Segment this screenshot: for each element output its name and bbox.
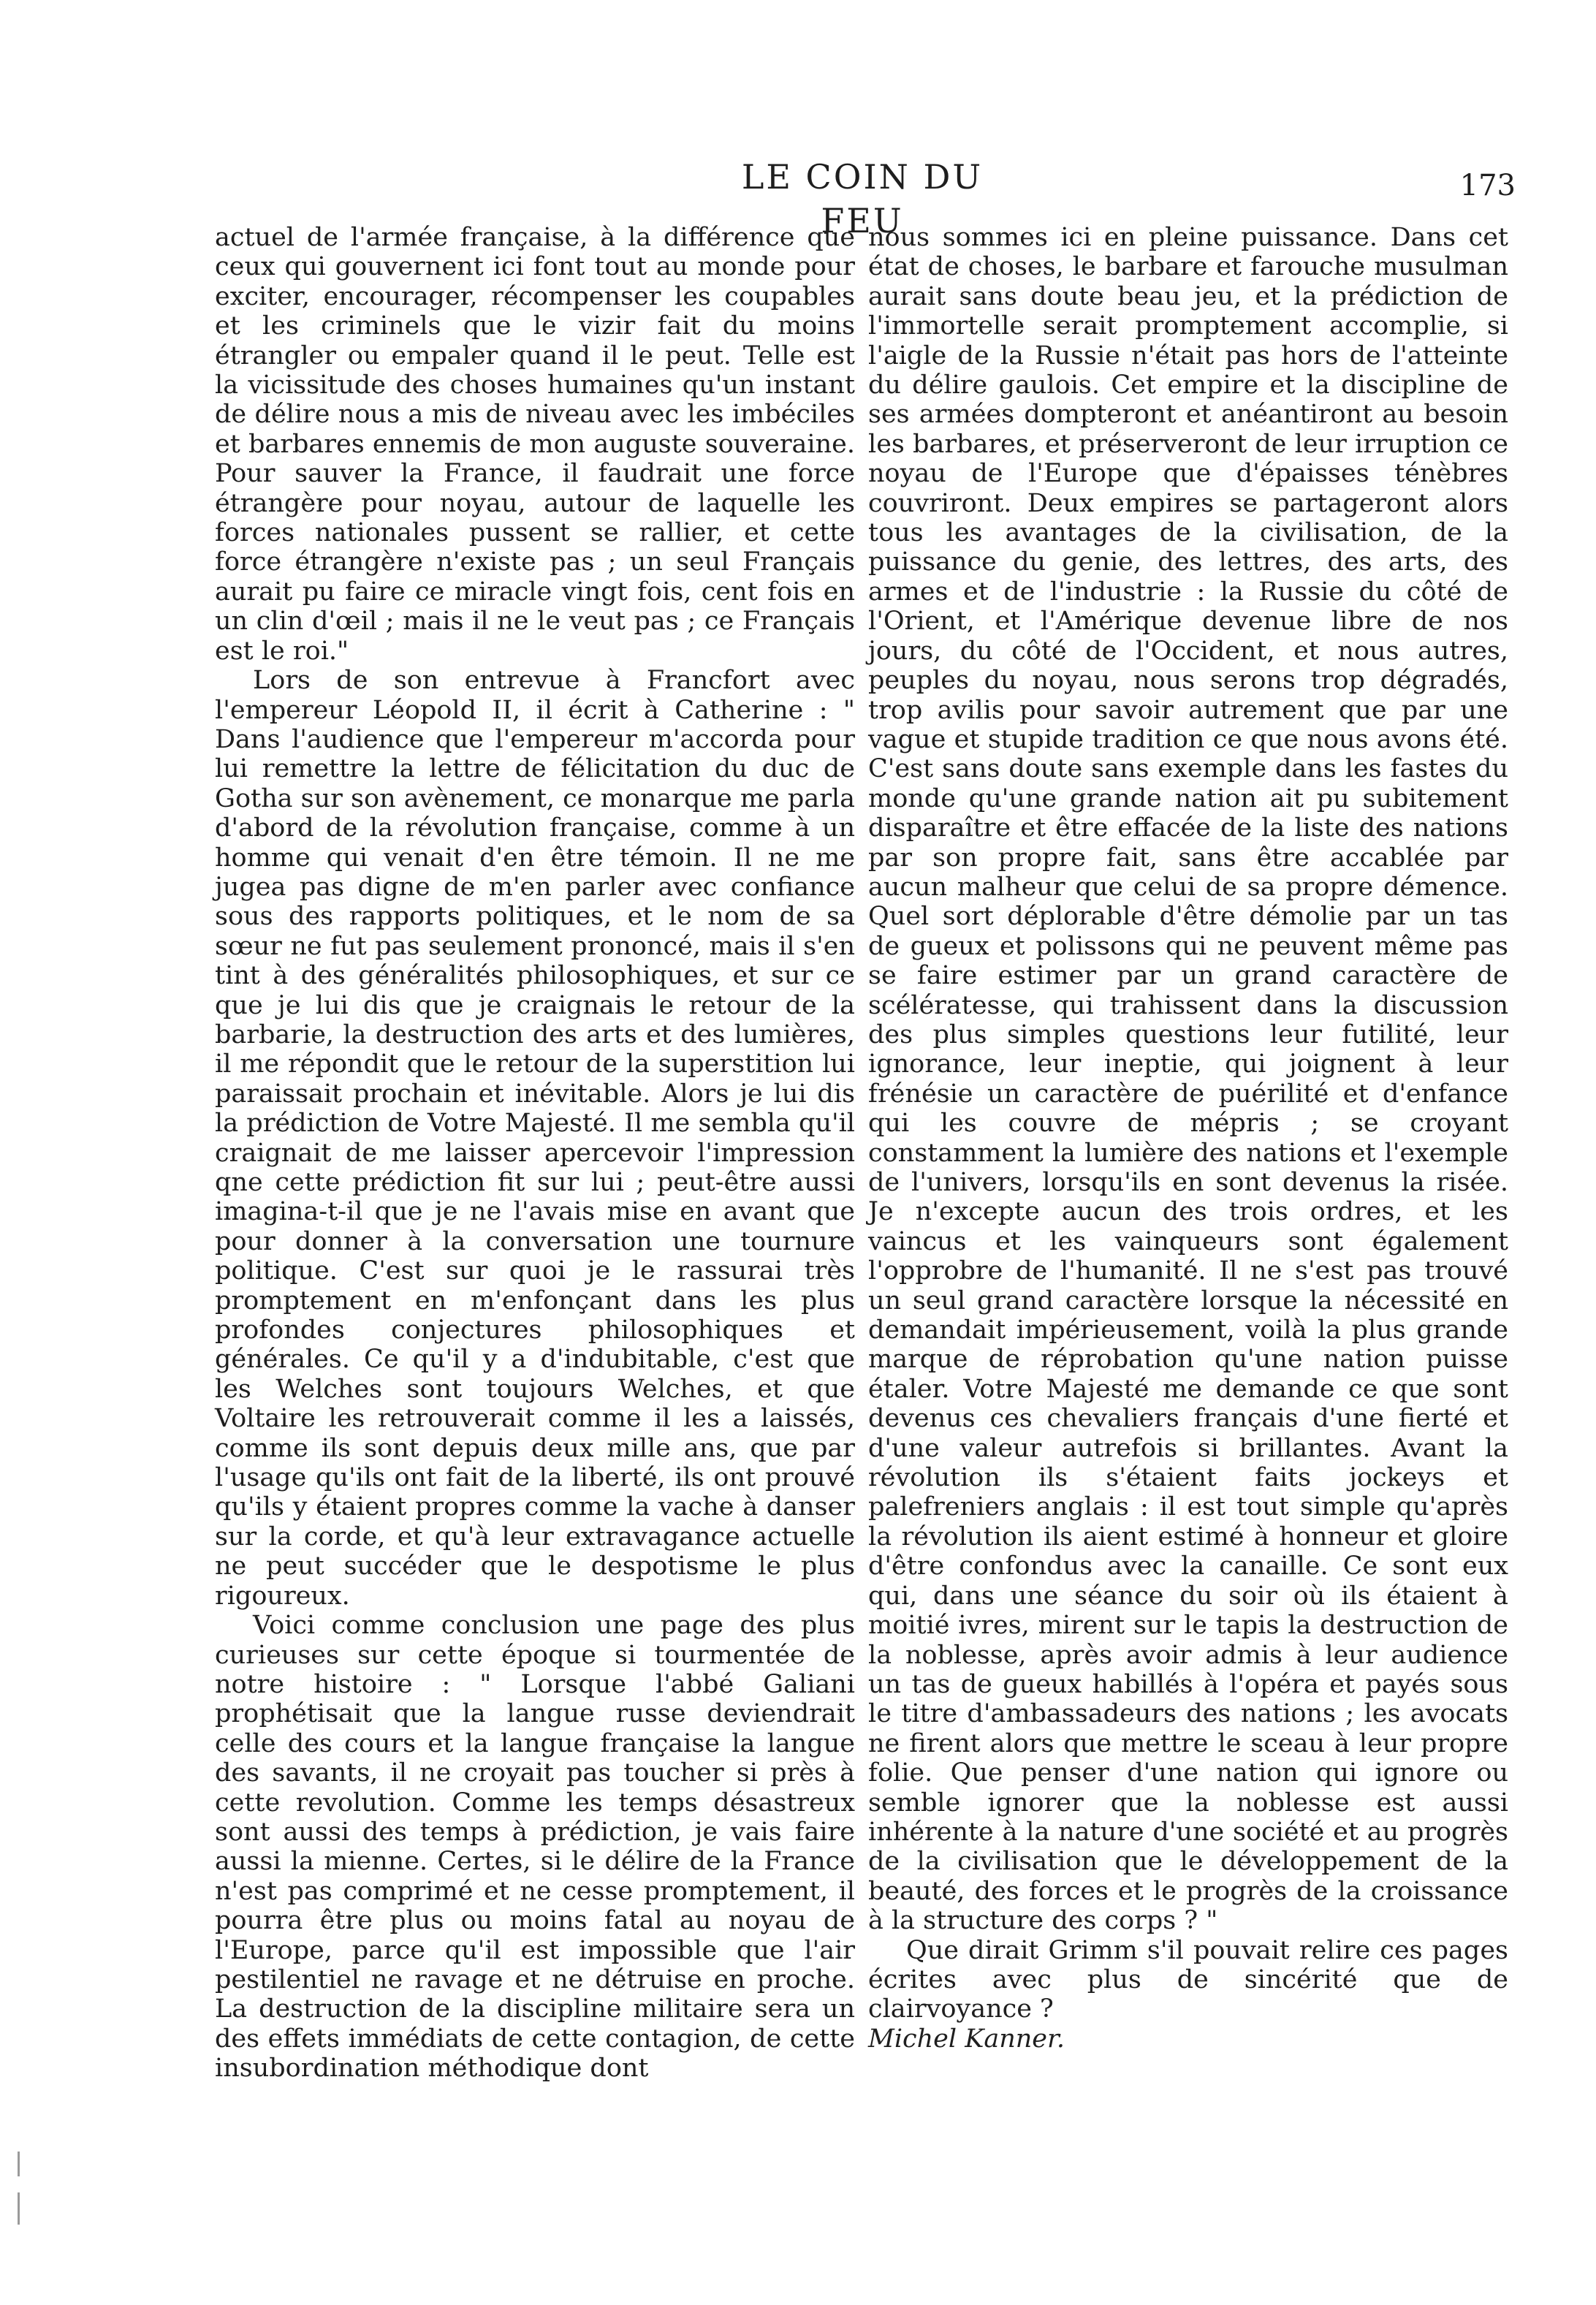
paragraph: nous sommes ici en pleine puissance. Dans cet état de choses, le barbare et farouche musulman aurait sans doute beau jeu, et la prédiction de l'immortelle serait promptement accomplie, si l'aigle de la Russie n'était pas hors de l'atteinte du délire gaulois. Cet empire et la discipline de ses armées dompteront et anéantiront au besoin les barbares, et préserveront de leur irruption ce noyau de l'Europe que d'épaisses ténèbres couvriront. Deux empires se partageront alors tous les avantages de la civilisation, de la puissance du genie, des lettres, des arts, des armes et de l'industrie : la Russie du côté de l'Orient, et l'Amérique devenue libre de nos jours, du côté de l'Occident, et nous autres, peuples du noyau, nous serons trop dégradés, trop avilis pour savoir autrement que par une vague et stupide tradition ce que nous avons été. C'est sans doute sans exemple dans les fastes du monde qu'une grande nation ait pu subitement disparaître et être effacée de la liste des nations par son propre fait, sans être accablée par aucun malheur que celui de sa propre démence. Quel sort déplorable d'être démolie par un tas de gueux et polissons qui ne peuvent même pas se faire estimer par un grand caractère de scélératesse, qui trahissent dans la discussion des plus simples questions leur futilité, leur ignorance, leur ineptie, qui joignent à leur frénésie un caractère de puérilité et d'enfance qui les couvre de mépris ; se croyant constamment la lumière des nations et l'exemple de l'univers, lorsqu'ils en sont devenus la risée. Je n'excepte aucun des trois ordres, et les vaincus et les vainqueurs sont également l'opprobre de l'humanité. Il ne s'est pas trouvé un seul grand caractère lorsque la nécessité en demandait impérieusement, voilà la plus grande marque de réprobation qu'une nation puisse étaler. Votre Majesté me demande ce que sont devenus ces chevaliers français d'une fierté et d'une valeur autrefois si brillantes. Avant la révolution ils s'étaient faits jockeys et palefreniers anglais : il est tout simple qu'après la révolution ils aient estimé à honneur et gloire d'être confondus avec la canaille. Ce sont eux qui, dans une séance du soir où ils étaient à moitié ivres, mirent sur le tapis la destruction de la noblesse, après avoir admis à leur audience un tas de gueux habillés à l'opéra et payés sous le titre d'ambassadeurs des nations ; les avocats ne firent alors que mettre le sceau à leur propre folie. Que penser d'une nation qui ignore ou semble ignorer que la noblesse est aussi inhérente à la nature d'une société et au progrès de la civilisation que le développement de la beauté, des forces et le progrès de la croissance à la structure des corps ? " [868, 223, 1508, 1936]
margin-mark [18, 2192, 20, 2225]
right-column [868, 223, 1508, 2054]
page-number: 173 [1459, 169, 1516, 202]
margin-mark [18, 2152, 20, 2176]
running-head: LE COIN DU FEU [741, 157, 984, 240]
left-column [215, 223, 855, 2084]
paragraph: Lors de son entrevue à Francfort avec l'empereur Léopold II, il écrit à Catherine : " Dans l'audience que l'empereur m'accorda pour lui remettre la lettre de félicitation du duc de Gotha sur son avènement, ce monarque me parla d'abord de la révolution française, comme à un homme qui venait d'en être témoin. Il ne me jugea pas digne de m'en parler avec confiance sous des rapports politiques, et le nom de sa sœur ne fut pas seulement prononcé, mais il s'en tint à des généralités philosophiques, et sur ce que je lui dis que je craignais le retour de la barbarie, la destruction des arts et des lumières, il me répondit que le retour de la superstition lui paraissait prochain et inévitable. Alors je lui dis la prédiction de Votre Majesté. Il me sembla qu'il craignait de me laisser apercevoir l'impression qne cette prédiction fit sur lui ; peut-être aussi imagina-t-il que je ne l'avais mise en avant que pour donner à la conversation une tournure politique. C'est sur quoi je le rassurai très promptement en m'enfonçant dans les plus profondes conjectures philosophiques et générales. Ce qu'il y a d'indubitable, c'est que les Welches sont toujours Welches, et que Voltaire les retrouverait comme il les a laissés, comme ils sont depuis deux mille ans, que par l'usage qu'ils ont fait de la liberté, ils ont prouvé qu'ils y étaient propres comme la vache à danser sur la corde, et qu'à leur extravagance actuelle ne peut succéder que le despotisme le plus rigoureux. [215, 666, 855, 1611]
author-signature: Michel Kanner. [868, 2024, 1065, 2054]
paragraph: actuel de l'armée française, à la différence que ceux qui gouvernent ici font tout au monde pour exciter, encourager, récompenser les coupables et les criminels que le vizir fait du moins étrangler ou empaler quand il le peut. Telle est la vicissitude des choses humaines qu'un instant de délire nous a mis de niveau avec les imbéciles et barbares ennemis de mon auguste souveraine. Pour sauver la France, il faudrait une force étrangère pour noyau, autour de laquelle les forces nationales pussent se rallier, et cette force étrangère n'existe pas ; un seul Français aurait pu faire ce miracle vingt fois, cent fois en un clin d'œil ; mais il ne le veut pas ; ce Français est le roi." [215, 223, 855, 666]
paragraph: Que dirait Grimm s'il pouvait relire ces pages écrites avec plus de sincérité que de clairvoyance ? [868, 1935, 1508, 2024]
paragraph: Voici comme conclusion une page des plus curieuses sur cette époque si tourmentée de notre histoire : " Lorsque l'abbé Galiani prophétisait que la langue russe deviendrait celle des cours et la langue française la langue des savants, il ne croyait pas toucher si près à cette revolution. Comme les temps désastreux sont aussi des temps à prédiction, je vais faire aussi la mienne. Certes, si le délire de la France n'est pas comprimé et ne cesse promptement, il pourra être plus ou moins fatal au noyau de l'Europe, parce qu'il est impossible que l'air pestilentiel ne ravage et ne détruise en proche. La destruction de la discipline militaire sera un des effets immédiats de cette contagion, de cette insubordination méthodique dont [215, 1611, 855, 2084]
